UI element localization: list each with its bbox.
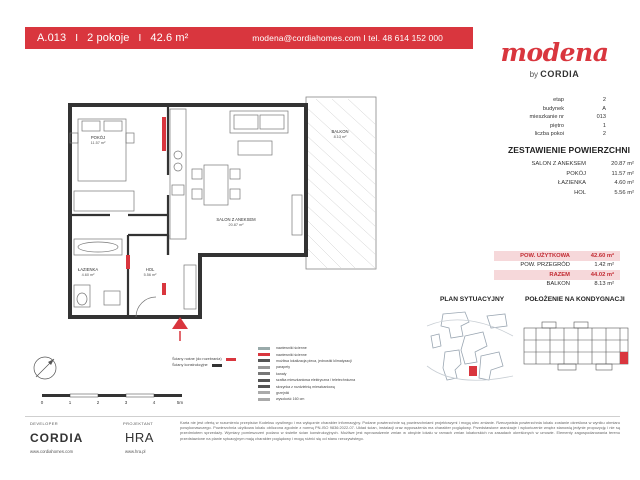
area-totals-table xyxy=(494,251,620,289)
info-key: budynek xyxy=(542,105,564,112)
brand-company: CORDIA xyxy=(540,69,580,79)
legend-swatch xyxy=(258,353,270,356)
scale-tick: 1 xyxy=(68,400,72,405)
room-area-hol: 5.56 m² xyxy=(143,273,157,277)
room-area-salon: 20.87 m² xyxy=(228,223,244,227)
room-area: 11.57 m² xyxy=(611,170,634,177)
room-name: POKÓJ xyxy=(566,170,586,177)
room-area: 4.60 m² xyxy=(614,180,634,187)
summary-title: ZESTAWIENIE POWIERZCHNI xyxy=(508,145,631,155)
area-value: 44.02 m² xyxy=(590,271,614,278)
room-area-lazienka: 4.60 m² xyxy=(81,273,95,277)
unit-rooms: 2 pokoje xyxy=(87,32,130,44)
floor-position-map xyxy=(522,320,630,372)
header-separator: I xyxy=(75,32,79,44)
room-name: SALON Z ANEKSEM xyxy=(531,161,586,167)
info-value: 2 xyxy=(602,131,606,138)
rooms-table xyxy=(528,160,634,198)
legend-swatch xyxy=(258,385,270,388)
site-plan-title: PLAN SYTUACYJNY xyxy=(440,296,505,303)
legend-swatch xyxy=(258,391,270,394)
legend-item xyxy=(258,396,408,402)
room-row xyxy=(528,160,634,170)
disclaimer-text: Karta nie jest ofertą w rozumieniu przepisów Kodeksu cywilnego i ma wyłącznie charakter informacyjny. Podane powierzchnie są powierzchniami projektowymi i mogą ulec zmianie. Rzeczywista powierzchnia lokalu zostanie określona w wyniku obmiaru powykonawczego. Powierzchnia użytkowa lokalu obliczona zgodnie z normą PN-ISO 9836:2022-07. Układ ścian, instalacji oraz wyposażenia ma charakter poglądowy. Przedstawione aranżacje i wykończenie wnętrz stanowią jedynie propozycję i nie są przedmiotem sprzedaży. Wymiary pomieszczeń podano w świetle ścian konstrukcyjnych. Możliwe jest wprowadzenie zmian w obrębie lokalu w ramach zmian lokatorskich na zasadach określonych w umowie. Elementy zagospodarowania terenu przedstawione na planie sytuacyjnym mają charakter poglądowy i mogą różnić się od stanu rzeczywistego. xyxy=(180,420,620,441)
info-row xyxy=(520,105,614,114)
modena-logo: modena xyxy=(500,38,609,67)
hra-logo: HRA xyxy=(125,430,154,445)
info-value: A xyxy=(602,105,606,112)
scale-tick: 0 xyxy=(40,400,44,405)
entrance-marker xyxy=(172,317,188,341)
compass-icon xyxy=(32,355,58,381)
legend-label: skrzynka z rozdzielnią mieszkaniową xyxy=(276,384,335,389)
room-name: HOL xyxy=(574,189,586,196)
wall-key-swatch xyxy=(212,364,222,367)
project-url[interactable]: www.hra.pl xyxy=(125,449,146,454)
legend-swatch xyxy=(258,359,270,362)
floor-plan xyxy=(40,95,380,345)
scale-tick: 5m xyxy=(176,400,184,405)
room-area-balkon: 8.13 m² xyxy=(333,135,347,139)
info-row xyxy=(520,122,614,131)
header-unit-info xyxy=(25,32,188,44)
legend-label: kanały xyxy=(276,371,287,376)
legend-swatch xyxy=(258,347,270,350)
wall-key-row xyxy=(172,362,236,368)
room-area: 20.87 m² xyxy=(611,161,634,167)
area-row-balcony xyxy=(494,280,620,290)
scale-tick: 4 xyxy=(152,400,156,405)
info-value: 2 xyxy=(602,97,606,103)
room-label-salon: SALON Z ANEKSEM xyxy=(216,217,256,222)
room-label-pokoj: POKÓJ xyxy=(90,135,106,140)
legend-swatch xyxy=(258,379,270,382)
footer-divider xyxy=(25,416,620,417)
brand-by: by xyxy=(529,70,539,79)
info-row xyxy=(520,113,614,122)
info-key: piętro xyxy=(550,122,564,129)
legend-label: grzejniki xyxy=(276,390,290,395)
legend-label: wysokość 160 cm xyxy=(276,397,305,402)
room-name: ŁAZIENKA xyxy=(557,180,586,187)
room-row xyxy=(528,170,634,180)
room-label-lazienka: ŁAZIENKA xyxy=(77,267,99,272)
legend-label: nawiewniki ścienne xyxy=(276,352,307,357)
legend-label: nawiewniki ścienne xyxy=(276,346,307,351)
room-area-pokoj: 11.57 m² xyxy=(90,141,106,145)
area-key: BALKON xyxy=(546,281,570,288)
balcony xyxy=(306,97,376,269)
brand-byline xyxy=(492,69,617,79)
area-key: RAZEM xyxy=(549,271,570,278)
area-value: 8.13 m² xyxy=(594,281,614,288)
floor-position-marker xyxy=(620,352,628,364)
area-value: 1.42 m² xyxy=(594,262,614,269)
unit-code: A.013 xyxy=(37,32,67,44)
cordia-logo: CORDIA xyxy=(30,431,84,445)
info-key: etap xyxy=(553,97,564,103)
site-plan-map xyxy=(425,306,515,392)
info-row xyxy=(520,96,614,105)
bed xyxy=(70,119,134,181)
area-value: 42.60 m² xyxy=(590,252,614,259)
header-bar xyxy=(25,27,473,49)
info-value: 013 xyxy=(596,114,606,121)
room-label-hol: HOL xyxy=(145,267,155,272)
legend-label: parapety xyxy=(276,365,290,370)
info-value: 1 xyxy=(602,122,606,129)
area-row-total xyxy=(494,270,620,280)
room-row xyxy=(528,189,634,199)
area-row-partitions xyxy=(494,261,620,271)
plan-legend xyxy=(258,345,408,403)
wall-key-swatch xyxy=(226,358,236,361)
contact-info[interactable]: modena@cordiahomes.com I tel. 48 614 152 000 xyxy=(252,33,443,43)
area-key: POW. PRZEGRÓD xyxy=(520,262,570,269)
project-label: PROJEKTANT xyxy=(123,421,154,426)
info-key: mieszkanie nr xyxy=(529,114,564,121)
developer-url[interactable]: www.cordiahomes.com xyxy=(30,449,74,454)
legend-label: możliwa lokalizacja pieca, jednostki klimatyzacji xyxy=(276,358,352,363)
site-plan-marker xyxy=(469,366,477,376)
scale-tick: 2 xyxy=(96,400,100,405)
room-row xyxy=(528,179,634,189)
floor-position-title: POŁOŻENIE NA KONDYGNACJI xyxy=(525,296,625,303)
area-row-usable xyxy=(494,251,620,261)
area-key: POW. UŻYTKOWA xyxy=(520,252,570,259)
header-separator: I xyxy=(138,32,142,44)
developer-label: DEVELOPER xyxy=(30,421,59,426)
unit-area: 42.6 m² xyxy=(150,32,189,44)
room-area: 5.56 m² xyxy=(614,189,634,196)
legend-label: szafka mieszkaniowa elektryczna / teletechniczna xyxy=(276,378,356,383)
room-label-balkon: BALKON xyxy=(331,129,349,134)
brand-block xyxy=(492,38,617,79)
info-key: liczba pokoi xyxy=(534,131,564,138)
scale-tick: 3 xyxy=(124,400,128,405)
legend-swatch xyxy=(258,366,270,369)
info-row xyxy=(520,130,614,139)
legend-swatch xyxy=(258,398,270,401)
scale-bar xyxy=(40,392,185,408)
unit-info-table xyxy=(520,96,614,139)
wall-key-label: Ściany konstrukcyjne xyxy=(172,363,208,367)
wall-key-label: Ściany nośne (do rozebrania) xyxy=(172,357,222,361)
wall-key xyxy=(172,356,236,368)
legend-swatch xyxy=(258,372,270,375)
